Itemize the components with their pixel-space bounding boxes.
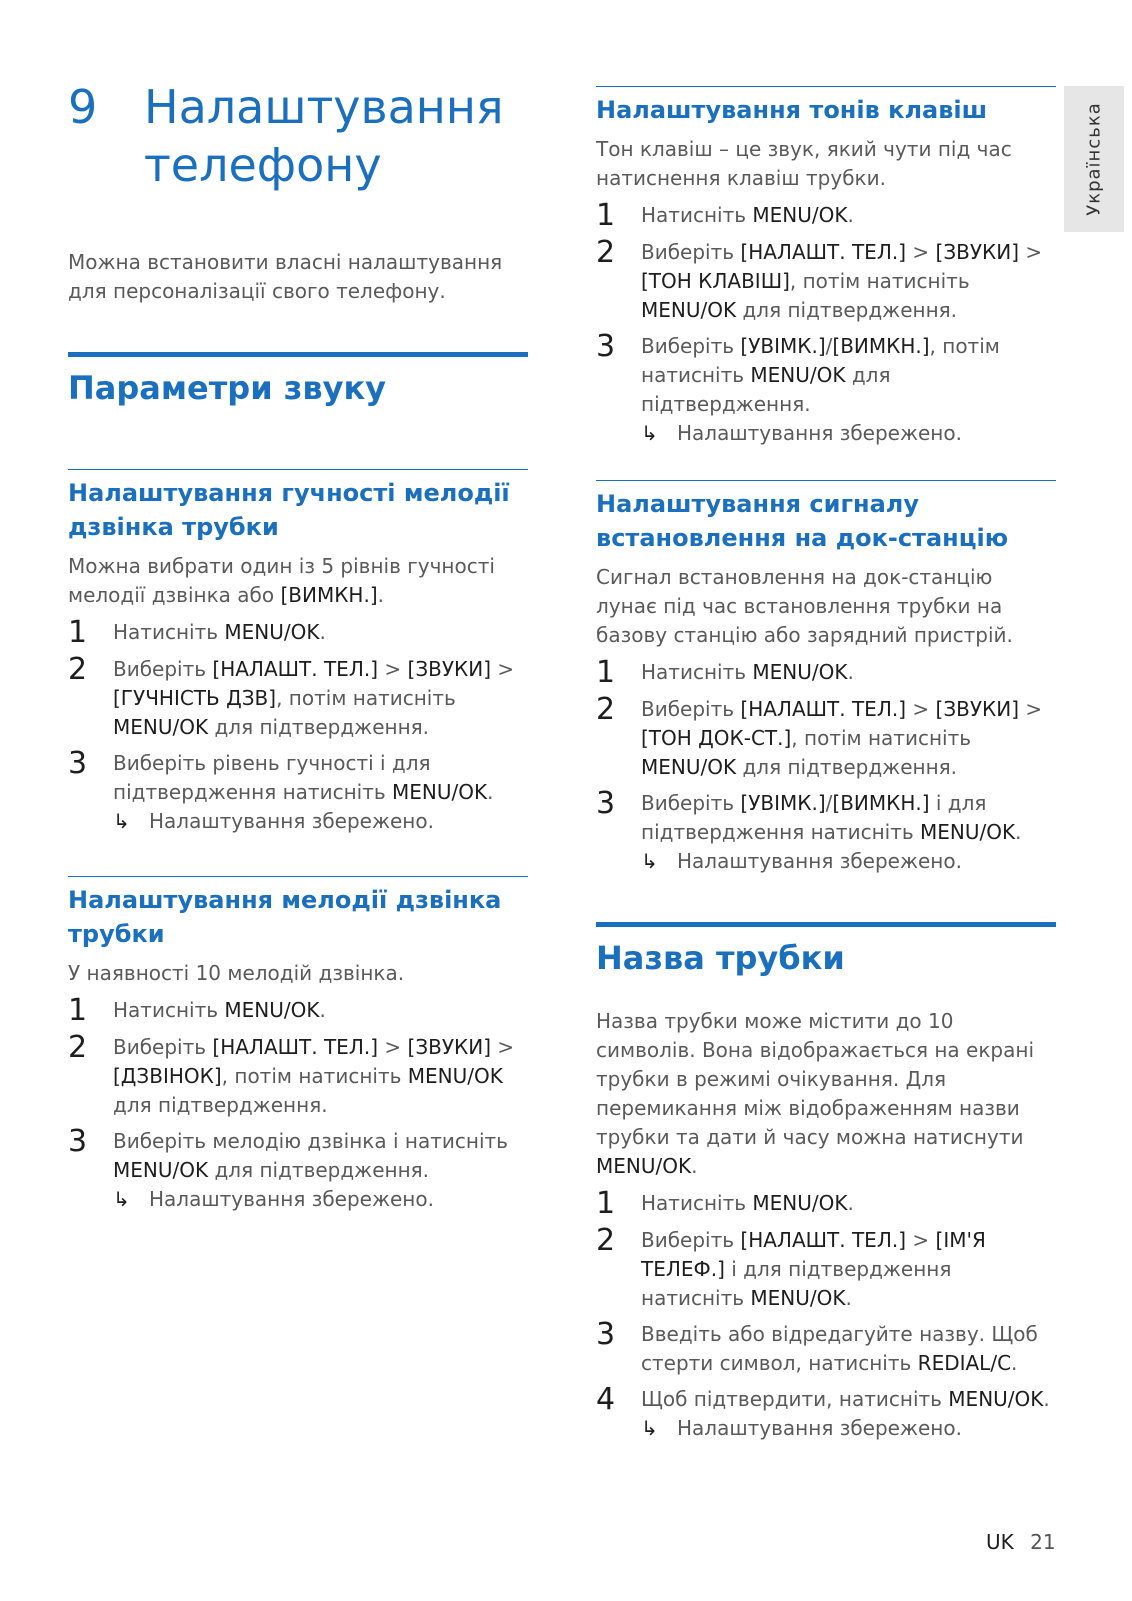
result-arrow-icon: ↳ <box>641 1416 658 1440</box>
chapter-intro: Можна встановити власні налаштування для персоналізації свого телефону. <box>68 250 503 303</box>
subsection-intro-melody: У наявності 10 мелодій дзвінка. <box>68 961 405 985</box>
step: 3 Виберіть рівень гучності і для підтвердження натисніть MENU/OK. ↳ Налаштування збережено. <box>68 749 528 836</box>
step-result: ↳ Налаштування збережено. <box>641 847 1056 876</box>
result-arrow-icon: ↳ <box>641 421 658 445</box>
steps-keytones <box>596 198 1056 448</box>
subsection-intro-keytones: Тон клавіш – це звук, який чути під час натиснення клавіш трубки. <box>596 137 1012 190</box>
page-number: 21 <box>1030 1530 1056 1554</box>
result-arrow-icon: ↳ <box>113 809 130 833</box>
subsection-title-dock: Налаштування сигналу встановлення на док-станцію <box>596 490 1009 552</box>
step: 2 Виберіть [НАЛАШТ. ТЕЛ.] > [ІМ'Я ТЕЛЕФ.] і для підтвердження натисніть MENU/OK. <box>596 1223 986 1310</box>
footer-language: UK <box>986 1530 1014 1554</box>
chapter-number: 9 <box>68 80 98 134</box>
step: 3 Введіть або відредагуйте назву. Щоб стерти символ, натисніть REDIAL/C. <box>596 1317 1038 1375</box>
subsection-title-volume: Налаштування гучності мелодії дзвінка трубки <box>68 479 510 541</box>
result-arrow-icon: ↳ <box>113 1187 130 1211</box>
step: 1 Натисніть MENU/OK. <box>596 1186 854 1221</box>
step: 4 Щоб підтвердити, натисніть MENU/OK. ↳ Налаштування збережено. <box>596 1385 1056 1443</box>
step-result: ↳ Налаштування збережено. <box>641 419 1056 448</box>
step: 2 Виберіть [НАЛАШТ. ТЕЛ.] > [ЗВУКИ] > [ТОН ДОК-СТ.], потім натисніть MENU/OK для підтвердження. <box>596 692 1043 779</box>
subsection-intro-dock: Сигнал встановлення на док-станцію лунає під час встановлення трубки на базову станцію або зарядний пристрій. <box>596 565 1013 647</box>
step: 2 Виберіть [НАЛАШТ. ТЕЛ.] > [ЗВУКИ] > [ГУЧНІСТЬ ДЗВ], потім натисніть MENU/OK для підтвердження. <box>68 652 515 739</box>
page-footer <box>986 1530 1056 1554</box>
step-result: ↳ Налаштування збережено. <box>641 1414 1056 1443</box>
step: 1 Натисніть MENU/OK. <box>596 655 854 690</box>
language-tab <box>1064 86 1124 232</box>
result-arrow-icon: ↳ <box>641 849 658 873</box>
step: 3 Виберіть [УВІМК.]/[ВИМКН.], потім натисніть MENU/OK для підтвердження. ↳ Налаштування збережено. <box>596 332 1056 448</box>
step: 1 Натисніть MENU/OK. <box>68 993 326 1028</box>
step: 2 Виберіть [НАЛАШТ. ТЕЛ.] > [ЗВУКИ] > [ДЗВІНОК], потім натисніть MENU/OK для підтвердження. <box>68 1030 515 1117</box>
left-column <box>68 78 528 1221</box>
right-column <box>596 86 1056 1450</box>
section-title-sound: Параметри звуку <box>68 369 387 407</box>
step: 3 Виберіть [УВІМК.]/[ВИМКН.] і для підтвердження натисніть MENU/OK. ↳ Налаштування збережено. <box>596 789 1056 876</box>
step: 1 Натисніть MENU/OK. <box>68 615 326 650</box>
steps-name <box>596 1186 1056 1443</box>
steps-dock <box>596 655 1056 876</box>
chapter-title: Налаштування телефону <box>144 80 504 192</box>
language-tab-label: Українська <box>1083 102 1105 216</box>
chapter-heading <box>68 78 528 194</box>
step-result: ↳ Налаштування збережено. <box>113 1185 528 1214</box>
subsection-intro-volume: Можна вибрати один із 5 рівнів гучності мелодії дзвінка або [ВИМКН.]. <box>68 554 495 607</box>
steps-melody <box>68 993 528 1214</box>
subsection-title-melody: Налаштування мелодії дзвінка трубки <box>68 886 502 948</box>
section-title-name: Назва трубки <box>596 939 845 977</box>
section-intro-name: Назва трубки може містити до 10 символів. Вона відображається на екрані трубки в режимі очікування. Для перемикання між відображенням назви трубки та дати й часу можна натиснути MENU/OK. <box>596 1009 1035 1178</box>
step: 2 Виберіть [НАЛАШТ. ТЕЛ.] > [ЗВУКИ] > [ТОН КЛАВІШ], потім натисніть MENU/OK для підтвердження. <box>596 235 1043 322</box>
step: 3 Виберіть мелодію дзвінка і натисніть MENU/OK для підтвердження. ↳ Налаштування збережено. <box>68 1127 528 1214</box>
subsection-title-keytones: Налаштування тонів клавіш <box>596 96 988 124</box>
step: 1 Натисніть MENU/OK. <box>596 198 854 233</box>
step-result: ↳ Налаштування збережено. <box>113 807 528 836</box>
steps-volume <box>68 615 528 836</box>
